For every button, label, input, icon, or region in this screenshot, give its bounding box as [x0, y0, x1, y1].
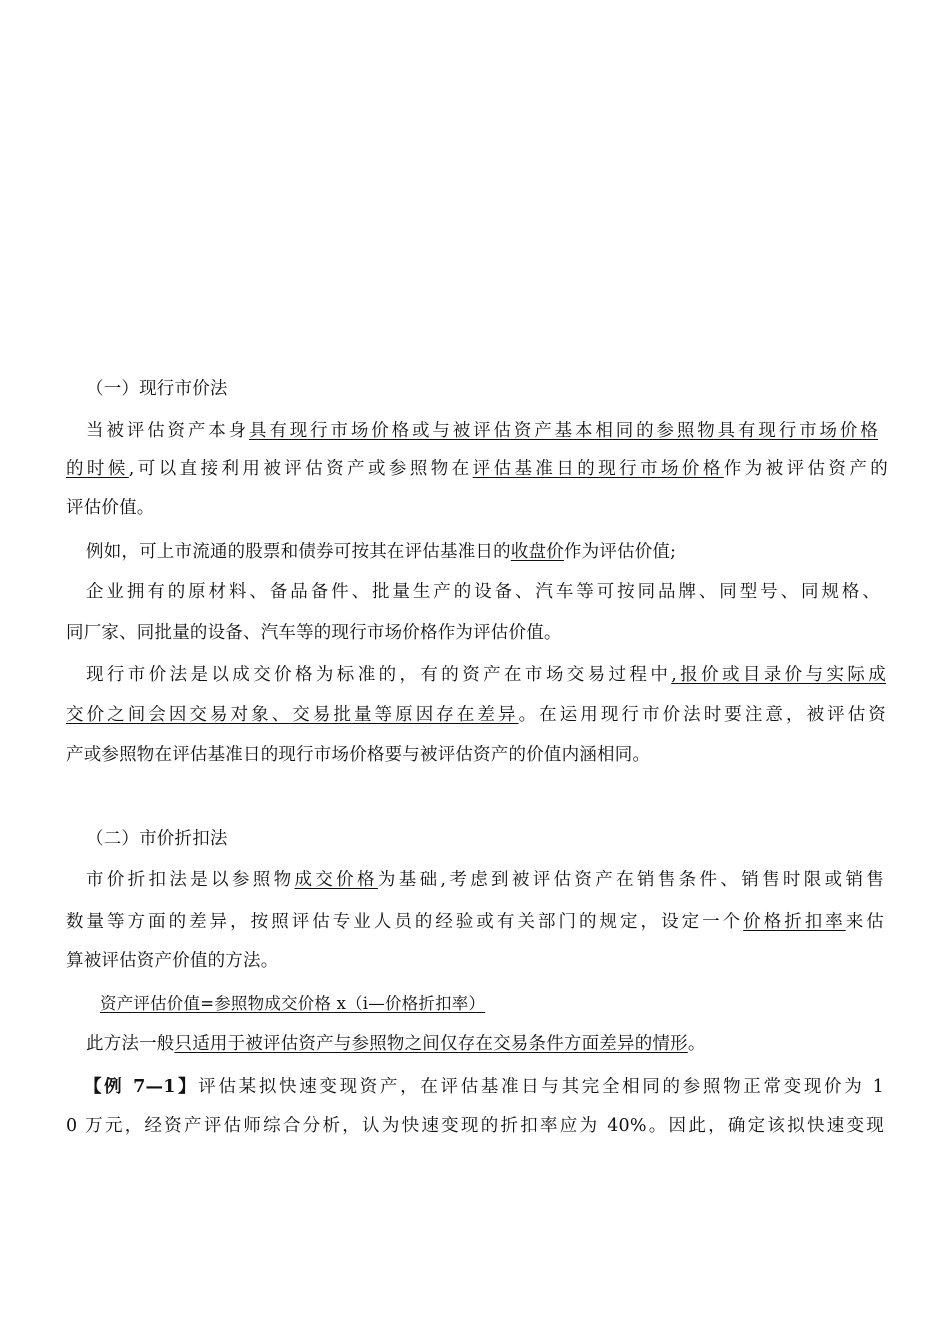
underlined-text: 成交价格	[294, 870, 378, 890]
text-run: 作为评估价值;	[563, 542, 677, 562]
paragraph-line	[86, 540, 908, 564]
paragraph-line	[86, 1032, 908, 1056]
text-run: 当被评估资产本身	[86, 421, 250, 441]
example-label: 【例 7—1】	[84, 1077, 199, 1097]
section-heading-current-market-price	[86, 377, 908, 401]
text-run: 现行市价法是以成交价格为标准的，有的资产在市场交易过程中	[86, 665, 672, 685]
underlined-text: ,报价或目录价与实际成	[671, 665, 886, 685]
paragraph-line	[66, 910, 884, 934]
text-run: 产或参照物在评估基准日的现行市场价格要与被评估资产的价值内涵相同。	[66, 745, 651, 765]
formula-line	[100, 992, 922, 1016]
text-run: 例如，可上市流通的股票和债券可按其在评估基准日的	[86, 542, 511, 562]
formula-text: 资产评估价值=参照物成交价格 x（i—价格折扣率）	[100, 994, 486, 1013]
text-run: 为基础,考虑到被评估资产在销售条件、销售时限或销售	[377, 870, 885, 890]
example-line	[66, 1114, 884, 1138]
text-run: 企业拥有的原材料、备品备件、批量生产的设备、汽车等可按同品牌、同型号、同规格、	[86, 582, 880, 602]
text-run: 此方法一般	[86, 1034, 175, 1054]
text-run: 。	[687, 1034, 706, 1054]
text-run: ,可以直接利用被评估资产或参照物在	[128, 459, 473, 479]
paragraph-line	[66, 949, 888, 973]
paragraph-line	[66, 457, 888, 481]
underlined-text: 价格折扣率	[743, 912, 846, 932]
text-run: 评估价值。	[66, 498, 155, 518]
text-run: 同厂家、同批量的设备、汽车等的现行市场价格作为评估价值。	[66, 623, 562, 643]
underlined-text: 评估基准日的现行市场价格	[472, 459, 724, 479]
underlined-text: 收盘价	[510, 542, 564, 562]
paragraph-line	[66, 743, 888, 767]
text-run: 评估某拟快速变现资产，在评估基准日与其完全相同的参照物正常变现价为 1	[198, 1077, 884, 1097]
section-heading-market-discount	[86, 827, 908, 851]
text-run: 数量等方面的差异，按照评估专业人员的经验或有关部门的规定，设定一个	[66, 912, 744, 932]
paragraph-line	[86, 580, 880, 604]
text-run: 。在运用现行市价法时要注意，被评估资	[518, 705, 886, 725]
paragraph-line	[86, 419, 878, 443]
paragraph-line	[66, 703, 886, 727]
text-run: 算被评估资产价值的方法。	[66, 951, 279, 971]
underlined-text: 的时候	[66, 459, 129, 479]
paragraph-line	[66, 621, 888, 645]
paragraph-line	[86, 868, 884, 892]
paragraph-line	[66, 496, 888, 520]
text-run: 作为被评估资产的	[723, 459, 888, 479]
heading-text: （一）现行市价法	[86, 379, 228, 399]
underlined-text: 只适用于被评估资产与参照物之间仅存在交易条件方面差异的情形	[174, 1034, 688, 1054]
underlined-text: 具有现行市场价格或与被评估资产基本相同的参照物具有现行市场价格	[249, 421, 878, 441]
text-run: 来估	[845, 912, 885, 932]
text-run: 市价折扣法是以参照物	[86, 870, 295, 890]
text-run: 0 万元，经资产评估师综合分析，认为快速变现的折扣率应为 40%。因此，确定该拟快速变现	[66, 1116, 884, 1136]
heading-text: （二）市价折扣法	[86, 829, 228, 849]
paragraph-line	[86, 663, 886, 687]
example-line	[84, 1075, 884, 1099]
underlined-text: 交价之间会因交易对象、交易批量等原因存在差异	[66, 705, 519, 725]
